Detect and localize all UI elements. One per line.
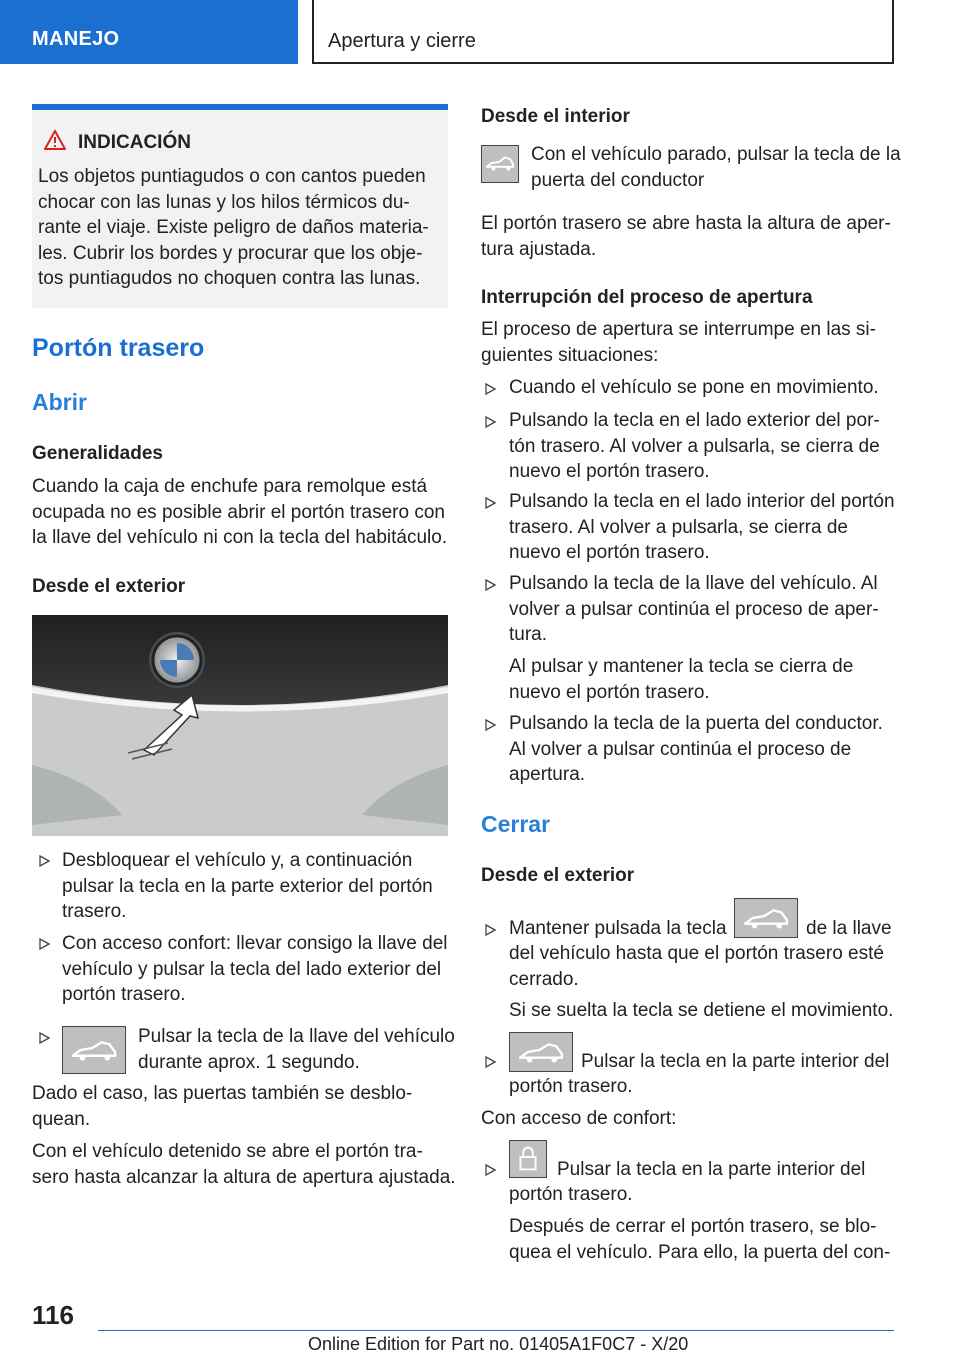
tailgate-illustration (32, 615, 448, 836)
triangle-right-icon (38, 1032, 50, 1044)
heading-cerrar: Cerrar (481, 811, 551, 837)
car-trunk-icon (481, 145, 519, 183)
heading-porton-trasero: Portón trasero (32, 334, 205, 362)
triangle-right-icon (484, 719, 496, 731)
close-item-2: Pulsar la tecla en la parte interior del (581, 1051, 890, 1072)
triangle-right-icon (484, 1056, 496, 1068)
triangle-right-icon (484, 383, 496, 395)
general-paragraph: Cuando la caja de enchufe para remolque está ocupada no es posible abrir el portón trasero con la llave del vehículo ni con la tecla del habitáculo. (32, 476, 448, 548)
notice-title: INDICACIÓN (78, 132, 191, 153)
bullet-llave: Pulsar la tecla de la llave del vehículo durante aprox. 1 segundo. (138, 1026, 455, 1073)
triangle-right-icon (484, 924, 496, 936)
interior-instruction: Con el vehículo parado, pulsar la tecla de la puerta del conductor (531, 144, 901, 191)
chapter-header (312, 0, 894, 64)
bullet-acceso-confort: Con acceso confort: llevar consigo la llave del vehículo y pulsar la tecla del lado exterior del portón trasero. (62, 933, 448, 1005)
footer-rule (98, 1330, 894, 1331)
interrupt-item-3: Pulsando la tecla en el lado interior del portón trasero. Al volver a pulsarla, se cierra de nuevo el portón trasero. (509, 491, 895, 563)
car-trunk-icon (509, 1032, 573, 1072)
section-tab (0, 0, 298, 64)
subheading-desde-exterior: Desde el exterior (32, 576, 186, 597)
triangle-right-icon (484, 497, 496, 509)
car-trunk-icon (734, 898, 798, 938)
chapter-title: Apertura y cierre (328, 30, 476, 52)
subheading-interrupcion: Interrupción del proceso de apertura (481, 287, 813, 308)
interrupt-item-4: Pulsando la tecla de la llave del vehículo. Al volver a pulsar continúa el proceso de aper- tura. (509, 573, 879, 645)
interrupt-item-5: Pulsando la tecla de la puerta del conductor. Al volver a pulsar continúa el proceso de apertura. (509, 713, 883, 785)
subheading-desde-interior: Desde el interior (481, 106, 630, 127)
car-trunk-icon (62, 1026, 126, 1074)
close-item-2-line: portón trasero. (509, 1076, 633, 1097)
paragraph-vehiculo-detenido: Con el vehículo detenido se abre el portón tra- sero hasta alcanzar la altura de apertura ajustada. (32, 1141, 456, 1188)
paragraph-interrupcion: El proceso de apertura se interrumpe en las si- guientes situaciones: (481, 319, 876, 366)
triangle-right-icon (38, 938, 50, 950)
edition-note: Online Edition for Part no. 01405A1F0C7 - X/20 (308, 1334, 689, 1354)
paragraph-altura: El portón trasero se abre hasta la altura de aper- tura ajustada. (481, 213, 891, 260)
close-item-3-note: Después de cerrar el portón trasero, se blo- quea el vehículo. Para ello, la puerta del con- (509, 1216, 891, 1263)
interrupt-item-4-note: Al pulsar y mantener la tecla se cierra de nuevo el portón trasero. (509, 656, 854, 703)
close-item-1-pre: Mantener pulsada la tecla (509, 918, 727, 939)
close-item-1-post: de la llave (806, 918, 892, 939)
page-number: 116 (32, 1300, 74, 1330)
close-item-3: Pulsar la tecla en la parte interior del (557, 1159, 866, 1180)
triangle-right-icon (38, 855, 50, 867)
padlock-icon (509, 1140, 547, 1178)
triangle-right-icon (484, 416, 496, 428)
paragraph-desbloquean: Dado el caso, las puertas también se desblo- quean. (32, 1083, 413, 1130)
bullet-desbloquear: Desbloquear el vehículo y, a continuación pulsar la tecla en la parte exterior del portón trasero. (62, 850, 433, 922)
notice-text: Los objetos puntiagudos o con cantos pueden chocar con las lunas y los hilos térmicos du- rante el viaje. Existe peligro de daños materia- les. Cubrir los bordes y procurar que los obje- tos puntiagudos no choquen contra las lunas. (38, 166, 429, 289)
close-item-1-note: Si se suelta la tecla se detiene el movimiento. (509, 1000, 894, 1021)
close-item-3-line: portón trasero. (509, 1184, 633, 1205)
subheading-cerrar-exterior: Desde el exterior (481, 865, 635, 886)
section-label: MANEJO (32, 28, 120, 50)
heading-abrir: Abrir (32, 389, 87, 415)
close-item-1-text: del vehículo hasta que el portón trasero esté cerrado. (509, 943, 884, 990)
interrupt-item-1: Cuando el vehículo se pone en movimiento. (509, 377, 879, 398)
subheading-generalidades: Generalidades (32, 443, 163, 464)
warning-icon (44, 130, 66, 150)
triangle-right-icon (484, 1164, 496, 1176)
interrupt-item-2: Pulsando la tecla en el lado exterior del por- tón trasero. Al volver a pulsarla, se cierra de nuevo el portón trasero. (509, 410, 880, 482)
triangle-right-icon (484, 579, 496, 591)
paragraph-comfort: Con acceso de confort: (481, 1108, 677, 1129)
